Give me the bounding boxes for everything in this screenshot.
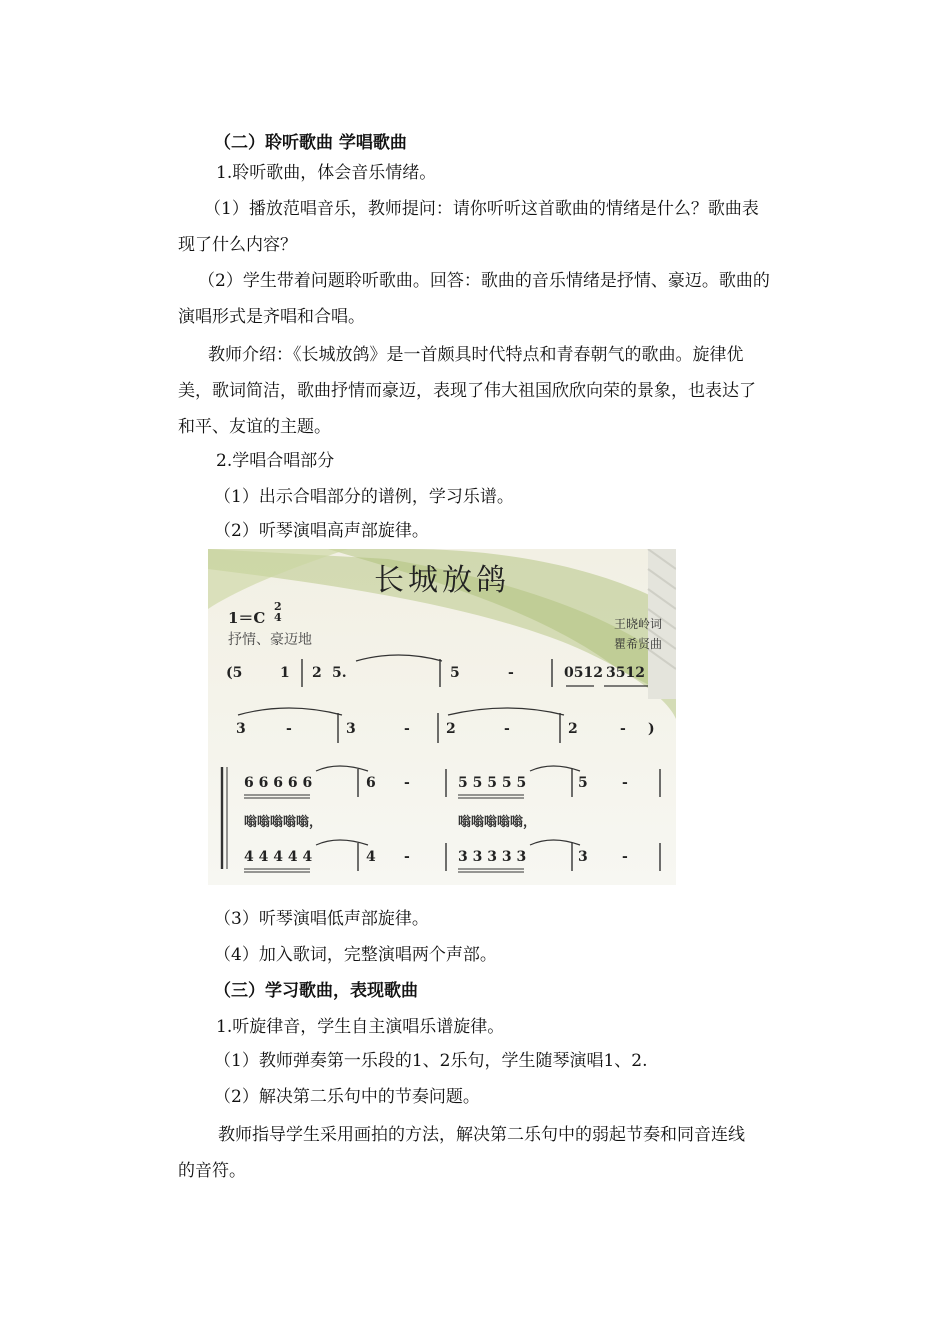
text-line: （3）听琴演唱低声部旋律。 xyxy=(214,909,429,929)
text-line: （4）加入歌词，完整演唱两个声部。 xyxy=(214,945,497,965)
text-line: 1.听旋律音，学生自主演唱乐谱旋律。 xyxy=(216,1017,505,1037)
text-line: （1）教师弹奏第一乐段的1、2乐句，学生随琴演唱1、2. xyxy=(214,1051,648,1071)
time-top: 2 xyxy=(274,600,282,613)
score-lyricist: 王晓岭词 xyxy=(613,617,662,631)
time-bottom: 4 xyxy=(274,611,282,624)
text-line: 1.聆听歌曲，体会音乐情绪。 xyxy=(216,163,437,183)
score-image: 长城放鸽 1＝C 2 4 抒情、豪迈地 王晓岭词 瞿希贤曲 (5 1 2 5. 5 - 0512 3512 3 - 3 - 2 - 2 - ) 6 6 6 6 6 6 - 5 5 5 5 5 5 - 嗡嗡嗡嗡嗡， 嗡嗡嗡嗡嗡， 4 4 4 4 4 4 - 3 3 3 3 3 3 - xyxy=(208,549,676,885)
text-line: （二）聆听歌曲 学唱歌曲 xyxy=(214,133,407,153)
text-line: 演唱形式是齐唱和合唱。 xyxy=(178,307,365,327)
score-lyrics-2: 嗡嗡嗡嗡嗡， xyxy=(458,815,537,830)
text-line: （1）出示合唱部分的谱例，学习乐谱。 xyxy=(214,487,514,507)
text-line: 教师介绍：《长城放鸽》是一首颇具时代特点和青春朝气的歌曲。旋律优 xyxy=(208,345,744,365)
text-line: 现了什么内容？ xyxy=(178,235,297,255)
text-line: 美，歌词简洁，歌曲抒情而豪迈，表现了伟大祖国欣欣向荣的景象，也表达了 xyxy=(178,381,756,401)
text-line: 教师指导学生采用画拍的方法，解决第二乐句中的弱起节奏和同音连线 xyxy=(218,1125,745,1145)
text-line: 和平、友谊的主题。 xyxy=(178,417,331,437)
text-line: （2）学生带着问题聆听歌曲。回答：歌曲的音乐情绪是抒情、豪迈。歌曲的 xyxy=(198,271,770,291)
score-title: 长城放鸽 xyxy=(374,563,510,598)
score-mood: 抒情、豪迈地 xyxy=(228,632,312,648)
text-line: （2）听琴演唱高声部旋律。 xyxy=(214,521,429,541)
score-time-signature xyxy=(274,601,282,623)
score-composer: 瞿希贤曲 xyxy=(613,637,662,651)
score-key: 1＝C xyxy=(228,609,266,627)
text-line: （三）学习歌曲，表现歌曲 xyxy=(214,981,418,1001)
text-line: 2.学唱合唱部分 xyxy=(216,451,335,471)
text-line: （2）解决第二乐句中的节奏问题。 xyxy=(214,1087,480,1107)
text-line: （1）播放范唱音乐，教师提问：请你听听这首歌曲的情绪是什么？歌曲表 xyxy=(204,199,759,219)
text-line: 的音符。 xyxy=(178,1161,246,1181)
score-lyrics-1: 嗡嗡嗡嗡嗡， xyxy=(244,815,323,830)
